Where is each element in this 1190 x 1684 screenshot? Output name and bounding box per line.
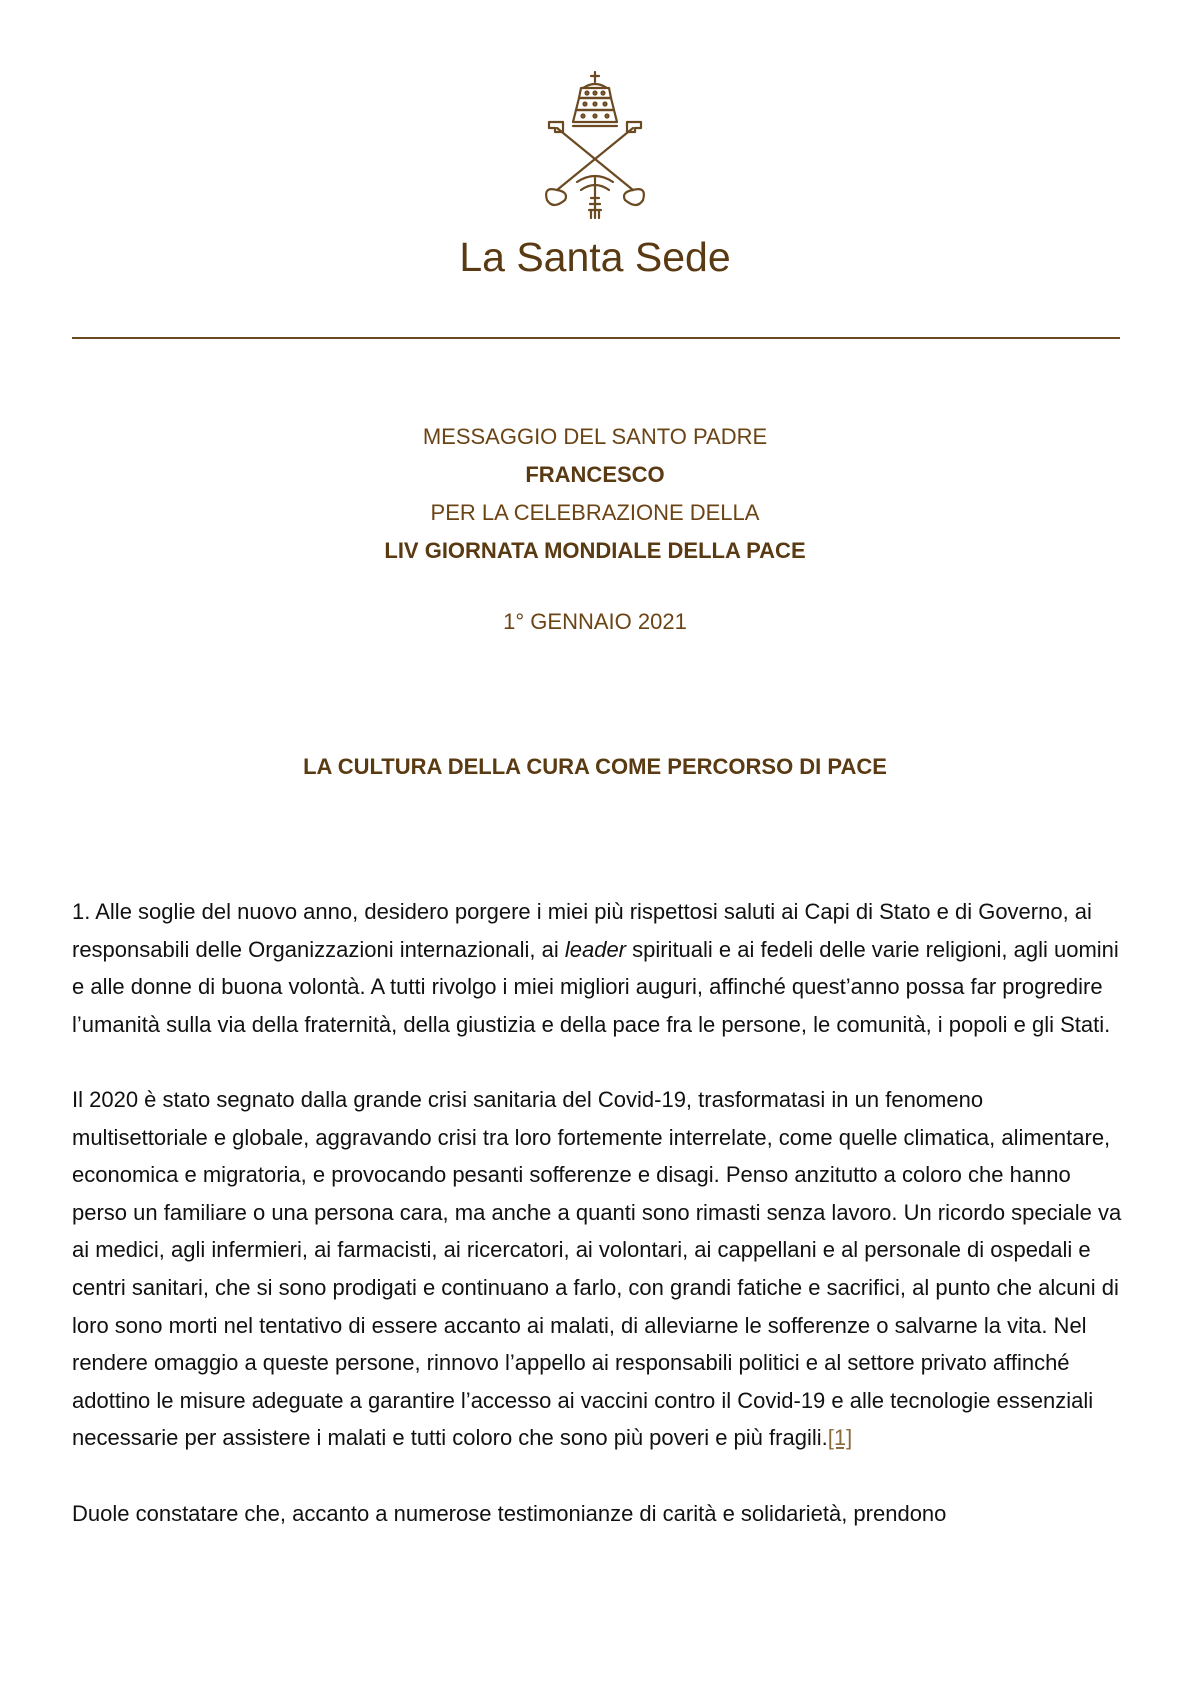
heading-line-2: FRANCESCO [525, 462, 665, 487]
paragraph-2-text: Il 2020 è stato segnato dalla grande crisi sanitaria del Covid-19, trasformatasi in un fenomeno multisettoriale e globale, aggravando crisi tra loro fortemente interrelate, come quelle climatica, alimentare, economica e migratoria, e provocando pesanti sofferenze e disagi. Penso anzitutto a coloro che hanno perso un familiare o una persona cara, ma anche a quanti sono rimasti senza lavoro. Un ricordo speciale va ai medici, agli infermieri, ai farmacisti, ai ricercatori, ai volontari, ai cappellani e al personale di ospedali e centri sanitari, che si sono prodigati e continuano a farlo, con grandi fatiche e sacrifici, al punto che alcuni di loro sono morti nel tentativo di essere accanto ai malati, di alleviarne le sofferenze o salvarne la vita. Nel rendere omaggio a queste persone, rinnovo l’appello ai responsabili politici e al settore privato affinché adottino le misure adeguate a garantire l’accesso ai vaccini contro il Covid-19 e alle tecnologie essenziali necessarie per assistere i malati e tutti coloro che sono più poveri e più fragili. [72, 1086, 1122, 1451]
document-title: LA CULTURA DELLA CURA COME PERCORSO DI PACE [303, 754, 887, 779]
holy-see-emblem-icon [535, 70, 655, 220]
paragraph-1 [72, 893, 1122, 1043]
paragraph-3-text: Duole constatare che, accanto a numerose testimonianze di carità e solidarietà, prendono [72, 1500, 947, 1526]
footnote-link-1[interactable]: [1] [827, 1425, 853, 1451]
paragraph-2 [72, 1081, 1122, 1457]
paragraph-1-emphasis: leader [564, 936, 626, 962]
message-date: 1° GENNAIO 2021 [503, 609, 687, 634]
message-heading [0, 418, 1190, 570]
paragraph-1-part-a: 1. Alle soglie del nuovo anno, desidero porgere i miei più rispettosi saluti ai Capi di Stato e di Governo, ai responsabili delle Organizzazioni internazionali, ai [72, 899, 1092, 962]
site-title: La Santa Sede [459, 234, 731, 280]
heading-line-3: PER LA CELEBRAZIONE DELLA [430, 500, 760, 525]
body-text [72, 893, 1122, 1570]
paragraph-1-part-b: spirituali e ai fedeli delle varie religioni, agli uomini e alle donne di buona volontà. A tutti rivolgo i miei migliori auguri, affinché quest’anno possa far progredire l’umanità sulla via della fraternità, della giustizia e della pace fra le persone, le comunità, i popoli e gli Stati. [72, 936, 1119, 1037]
paragraph-3 [72, 1495, 1122, 1533]
heading-line-1: MESSAGGIO DEL SANTO PADRE [422, 424, 768, 449]
header-divider [72, 337, 1120, 339]
heading-line-4: LIV GIORNATA MONDIALE DELLA PACE [384, 538, 806, 563]
